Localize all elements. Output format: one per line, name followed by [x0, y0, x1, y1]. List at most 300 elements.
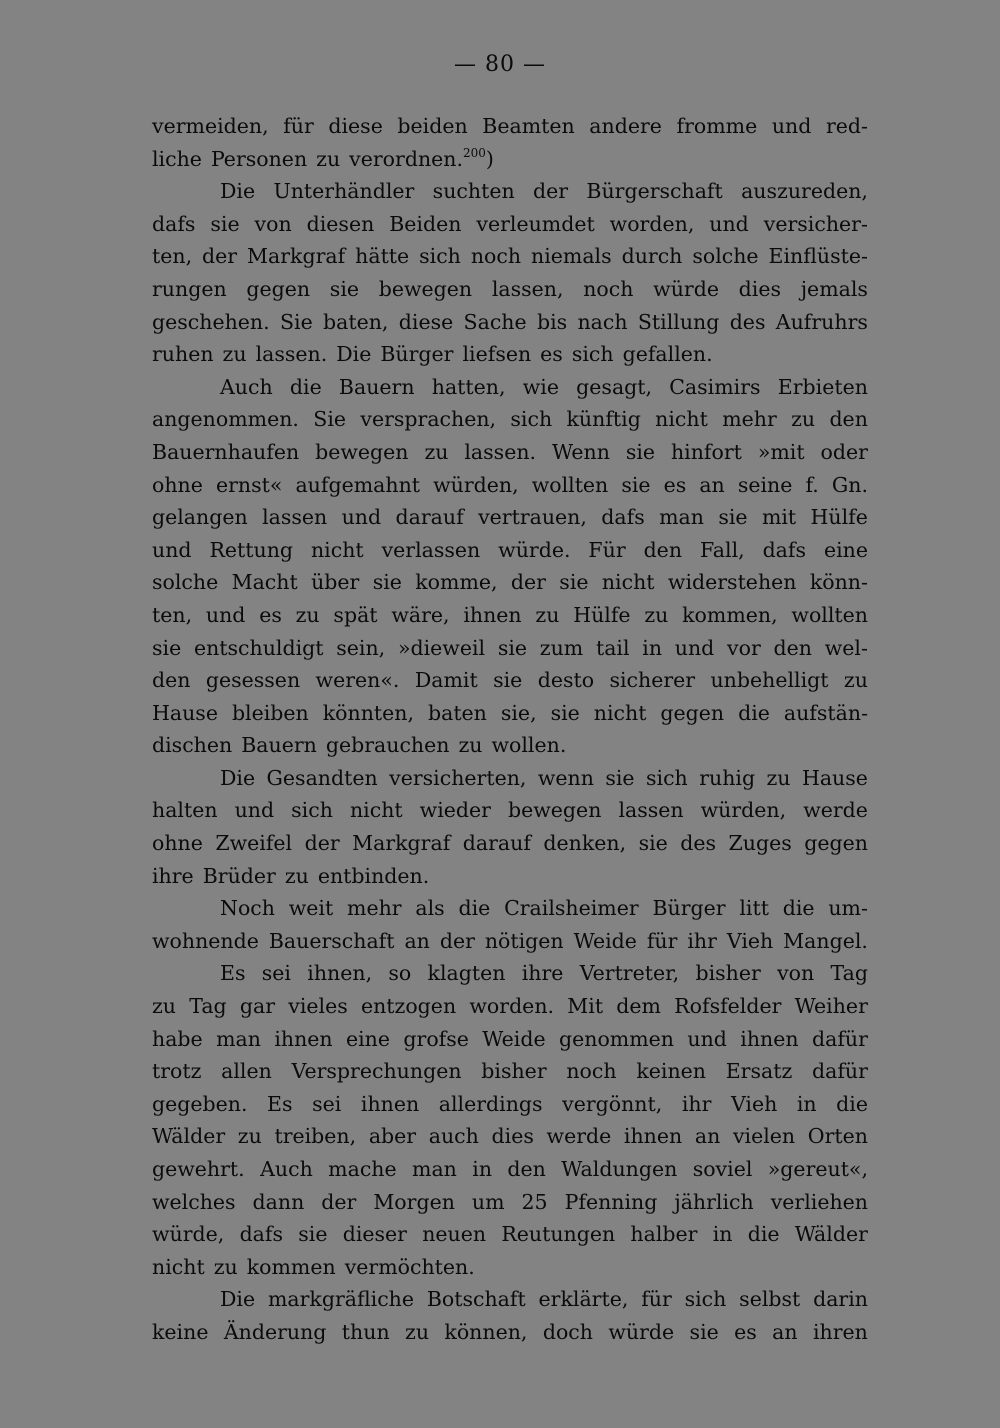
word: zum — [539, 635, 584, 660]
word: sie — [718, 505, 748, 530]
word: verleumdet — [476, 211, 595, 236]
word: die — [458, 896, 491, 921]
word: wie — [522, 374, 559, 399]
word: zu — [458, 733, 483, 758]
text-line — [152, 1186, 868, 1219]
word: und — [152, 537, 192, 562]
word: zu — [213, 1254, 238, 1279]
word: und — [234, 798, 275, 823]
word: fromme — [676, 114, 758, 138]
word: treiben, — [274, 1124, 357, 1149]
word: ohne — [152, 472, 203, 497]
word: Fall, — [699, 537, 745, 562]
text-line — [152, 403, 868, 436]
word: dafür — [811, 1026, 868, 1051]
word: nicht — [349, 798, 403, 823]
word: gegen — [246, 276, 311, 301]
word: liche — [152, 146, 202, 171]
word: Hülfe — [810, 505, 868, 530]
word: dafs — [601, 505, 645, 530]
word: wollen. — [491, 733, 567, 758]
word: 25 — [521, 1189, 548, 1214]
text-line — [152, 892, 868, 925]
word: bewegen — [315, 439, 409, 464]
word: nach — [577, 309, 628, 334]
word: allen — [221, 1059, 272, 1084]
word: sie — [152, 635, 182, 660]
word: würden, — [433, 472, 519, 497]
word: wollten — [791, 602, 868, 627]
word: ruhen — [152, 342, 214, 367]
word: Gesandten — [266, 765, 378, 790]
word: lassen — [262, 505, 328, 530]
word: worden. — [469, 994, 555, 1019]
text-line — [152, 957, 868, 990]
word: Beiden — [389, 211, 462, 236]
word: Ersatz — [725, 1059, 793, 1084]
word: in — [712, 1222, 733, 1247]
word: die — [289, 374, 322, 399]
word: zu — [284, 863, 309, 888]
word: keinen — [636, 1059, 706, 1084]
word: Sie — [313, 407, 347, 432]
word: weren«. — [315, 668, 400, 693]
word: »dieweil — [397, 635, 486, 660]
word: Auch — [260, 1157, 313, 1181]
text-line — [152, 1088, 868, 1121]
word: an — [694, 1124, 721, 1149]
word: versicherten, — [389, 765, 527, 790]
text-line — [152, 1023, 868, 1056]
word: Bauern — [241, 733, 317, 758]
word: nicht — [601, 570, 655, 595]
word: dies — [491, 1124, 534, 1149]
word: ten, — [152, 602, 193, 627]
text-line — [152, 110, 868, 143]
word: gelangen — [152, 505, 248, 530]
word: Versprechungen — [291, 1059, 462, 1084]
word: Stillung — [637, 309, 720, 334]
word: Damit — [414, 668, 478, 693]
word: ohne — [152, 831, 203, 856]
word: sie — [298, 1222, 328, 1247]
word: »mit — [757, 439, 805, 464]
word: dem — [616, 994, 661, 1019]
word: würde — [653, 276, 719, 301]
word: rungen — [152, 276, 227, 301]
word: allerdings — [438, 1091, 543, 1116]
word: es — [663, 472, 687, 497]
word: sein, — [336, 635, 386, 660]
word: den — [152, 668, 191, 693]
page-number: — 80 — — [454, 52, 546, 77]
word: Pfenning — [564, 1189, 658, 1214]
word: Die — [336, 342, 372, 367]
word: Die — [220, 765, 256, 790]
word: man — [412, 1157, 457, 1181]
word: Bauerschaft — [268, 928, 395, 953]
word: wel- — [824, 635, 868, 660]
word: es — [540, 342, 563, 367]
word: sie — [605, 765, 635, 790]
word: spät — [333, 602, 378, 627]
word: liefsen — [462, 342, 532, 367]
word: entzogen — [360, 994, 457, 1019]
word: sie — [493, 668, 523, 693]
word: darin — [813, 1287, 868, 1312]
word: sich — [419, 244, 461, 269]
word: dies — [738, 276, 781, 301]
word: halten — [152, 798, 218, 823]
word: Bürger — [380, 342, 454, 367]
word: genommen — [559, 1026, 675, 1051]
word: ihre — [152, 863, 194, 888]
word: zu — [791, 407, 816, 432]
body-text — [152, 110, 868, 1349]
word: zu — [237, 1124, 262, 1149]
word: hatten, — [431, 374, 506, 399]
word: gesagt, — [576, 374, 653, 399]
word: für — [641, 1287, 672, 1312]
word: suchten — [432, 179, 515, 204]
word: Macht — [231, 570, 298, 595]
word: der — [202, 244, 238, 269]
word: könn- — [809, 570, 868, 595]
word: aber — [368, 1124, 417, 1149]
word: Weide — [573, 928, 637, 953]
word: der — [510, 570, 546, 595]
word: eine — [823, 537, 868, 562]
word: denken, — [543, 831, 627, 856]
word: gewehrt. — [152, 1157, 245, 1181]
word: entschuldigt — [193, 635, 324, 660]
word: sie — [689, 1319, 719, 1344]
word: lassen, — [491, 276, 564, 301]
word: zu — [843, 668, 868, 693]
word: oder — [820, 439, 868, 464]
word: zu — [424, 439, 449, 464]
word: neuen — [422, 1222, 487, 1247]
word: so — [388, 961, 412, 986]
word: nicht — [655, 407, 708, 432]
word: zu — [316, 146, 341, 171]
word: Wenn — [551, 439, 610, 464]
word: wenn — [537, 765, 594, 790]
word: durch — [621, 244, 683, 269]
word: erklärte, — [538, 1287, 629, 1312]
text-line — [152, 501, 868, 534]
word: markgräfliche — [267, 1287, 415, 1312]
word: jemals — [800, 276, 868, 301]
word: Botschaft — [426, 1287, 526, 1312]
word: doch — [542, 1319, 593, 1344]
word: weit — [288, 896, 334, 921]
word: Die — [220, 179, 256, 204]
word: wieder — [419, 798, 491, 823]
text-line — [152, 1120, 868, 1153]
word: sei — [261, 961, 291, 986]
word: Vieh — [730, 1091, 778, 1116]
word: Weide — [482, 1026, 546, 1051]
word: Hülfe — [573, 602, 631, 627]
text-line — [152, 860, 868, 893]
word: es — [259, 602, 282, 627]
word: mache — [328, 1157, 397, 1181]
word: Markgraf — [247, 244, 346, 269]
text-line — [152, 599, 868, 632]
word: sie — [372, 570, 402, 595]
text-line — [152, 729, 868, 762]
word: Rettung — [209, 537, 294, 562]
word: Sie — [279, 309, 313, 334]
word: ihnen — [360, 1091, 420, 1116]
text-line — [152, 240, 868, 273]
word: wäre, — [391, 602, 450, 627]
word: gegen — [804, 831, 868, 856]
text-line — [152, 143, 868, 176]
text-line — [152, 1251, 868, 1284]
word: bis — [536, 309, 568, 334]
word: vielen — [732, 1124, 796, 1149]
text-line — [152, 1153, 868, 1186]
word: desto — [537, 668, 595, 693]
word: ihre — [521, 961, 564, 986]
word: und — [709, 211, 749, 236]
word: vergönnt, — [562, 1091, 663, 1116]
word: sich — [510, 407, 553, 432]
word: thun — [341, 1319, 390, 1344]
word: sie — [559, 570, 589, 595]
word: für — [646, 928, 678, 953]
word: Hause — [152, 700, 218, 725]
word: ihr — [681, 1091, 712, 1116]
word: auszureden, — [741, 179, 868, 204]
word: bewegen — [508, 798, 602, 823]
text-line — [152, 273, 868, 306]
word: von — [777, 961, 815, 986]
word: Erbieten — [777, 374, 868, 399]
word: nicht — [593, 700, 647, 725]
word: baten — [427, 700, 487, 725]
word: Wälder — [794, 1222, 868, 1247]
text-line — [152, 566, 868, 599]
word: kommen, — [682, 602, 778, 627]
word: Waldungen — [561, 1157, 678, 1181]
word: sei — [312, 1091, 342, 1116]
word: Reutungen — [501, 1222, 616, 1247]
word: darauf — [395, 505, 464, 530]
word: lassen — [618, 798, 684, 823]
word: würden, — [700, 798, 787, 823]
word: würde, — [152, 1222, 225, 1247]
word: seine — [737, 472, 793, 497]
word: des — [680, 831, 717, 856]
word: für — [283, 114, 314, 138]
word: hinfort — [670, 439, 742, 464]
word: unbehelligt — [710, 668, 829, 693]
word: in — [642, 635, 663, 660]
word: f. — [805, 472, 819, 497]
word: ihr — [687, 928, 717, 953]
word: Markgraf — [352, 831, 451, 856]
word: mit — [761, 505, 797, 530]
text-line — [152, 664, 868, 697]
word: sicherer — [609, 668, 696, 693]
word: Bauernhaufen — [152, 439, 300, 464]
word: und — [687, 1026, 727, 1051]
word: ruhig — [699, 765, 756, 790]
word: vor — [727, 635, 761, 660]
word: sie — [550, 700, 580, 725]
text-line — [152, 534, 868, 567]
text-line — [152, 208, 868, 241]
word: baten, — [323, 309, 389, 334]
word: mehr — [722, 407, 777, 432]
word: der — [321, 1189, 357, 1214]
word: bleiben — [231, 700, 309, 725]
word: sie, — [500, 700, 537, 725]
word: ten, — [152, 244, 193, 269]
word: ihnen — [623, 1124, 683, 1149]
word: trotz — [152, 1059, 202, 1084]
word: die — [782, 896, 815, 921]
word: bisher — [481, 1059, 547, 1084]
word: Weiher — [794, 994, 868, 1019]
word: keine — [152, 1319, 209, 1344]
word: bisher — [695, 961, 761, 986]
word: noch — [566, 1059, 617, 1084]
word: von — [254, 211, 292, 236]
word: Bauern — [338, 374, 415, 399]
word: grofse — [403, 1026, 469, 1051]
word: um- — [828, 896, 868, 921]
word: würde — [608, 1319, 675, 1344]
word: Personen — [210, 146, 308, 171]
word: verlassen — [381, 537, 481, 562]
word: vieles — [288, 994, 348, 1019]
text-line — [152, 632, 868, 665]
word: sich — [291, 798, 333, 823]
word: des — [729, 309, 766, 334]
word: Zuges — [728, 831, 792, 856]
word: diese — [328, 114, 383, 138]
word: Mit — [567, 994, 604, 1019]
word: die — [738, 700, 770, 725]
word: nötigen — [484, 928, 564, 953]
word: hätte — [355, 244, 410, 269]
word: zu — [535, 602, 560, 627]
text-line — [152, 697, 868, 730]
word: Aufruhrs — [775, 309, 868, 334]
word: Orten — [807, 1124, 868, 1149]
word: der — [532, 179, 569, 204]
word: geschehen. — [152, 309, 270, 334]
word: über — [311, 570, 360, 595]
text-line — [152, 306, 868, 339]
word: niemals — [531, 244, 612, 269]
word: der — [304, 831, 340, 856]
word: sich — [571, 342, 614, 367]
word: verliehen — [770, 1189, 868, 1214]
word: Hause — [801, 765, 868, 790]
word: vertrauen, — [478, 505, 587, 530]
word: Bürgerschaft — [586, 179, 723, 204]
word: entbinden. — [317, 863, 430, 888]
word: soviel — [692, 1157, 753, 1181]
word: beiden — [397, 114, 468, 138]
word: Für — [588, 537, 626, 562]
word: worden, — [609, 211, 695, 236]
word: zu — [295, 602, 320, 627]
word: als — [415, 896, 445, 921]
footnote-ref: 200 — [463, 145, 486, 160]
word: um — [471, 1189, 505, 1214]
word: man — [659, 505, 704, 530]
word: mehr — [347, 896, 402, 921]
word: könnten, — [322, 700, 414, 725]
word: Vertreter, — [579, 961, 680, 986]
word: Wälder — [152, 1124, 226, 1149]
word: eine — [345, 1026, 391, 1051]
word: gefallen. — [622, 342, 713, 367]
text-line — [152, 925, 868, 958]
word: tail — [595, 635, 630, 660]
word: die — [836, 1091, 868, 1116]
word: Noch — [220, 896, 275, 921]
word: zu — [405, 1319, 430, 1344]
word: solche — [692, 244, 759, 269]
word: selbst — [739, 1287, 801, 1312]
word: und — [205, 602, 246, 627]
word: sie — [329, 276, 360, 301]
word: sie — [625, 439, 656, 464]
word: sich — [684, 1287, 727, 1312]
word: angenommen. — [152, 407, 299, 432]
word: den — [643, 537, 683, 562]
word: versicher- — [763, 211, 868, 236]
word: gegen — [660, 700, 725, 725]
word: Vieh — [726, 928, 774, 953]
word: in — [472, 1157, 493, 1181]
text-line — [152, 371, 868, 404]
word: lassen. — [255, 342, 328, 367]
word: dafür — [812, 1059, 868, 1084]
text-line — [152, 338, 868, 371]
word: Beamten — [482, 114, 575, 138]
word: dischen — [152, 733, 233, 758]
word: und — [674, 635, 715, 660]
word: werde — [803, 798, 868, 823]
text-line — [152, 1218, 868, 1251]
word: zu — [222, 342, 247, 367]
word: Tag — [830, 961, 868, 986]
word: dieser — [342, 1222, 407, 1247]
word: man — [216, 1026, 261, 1051]
word: welches — [152, 1189, 236, 1214]
word: andere — [589, 114, 662, 138]
word: bewegen — [378, 276, 473, 301]
text-line — [152, 762, 868, 795]
word: werde — [546, 1124, 612, 1149]
word: diese — [398, 309, 454, 334]
word: dafs — [152, 211, 196, 236]
word: ihnen — [274, 1026, 333, 1051]
text-line — [152, 1316, 868, 1349]
word: gebrauchen — [325, 733, 450, 758]
word: an — [404, 928, 430, 953]
word: ihnen — [463, 602, 522, 627]
word: können, — [444, 1319, 528, 1344]
